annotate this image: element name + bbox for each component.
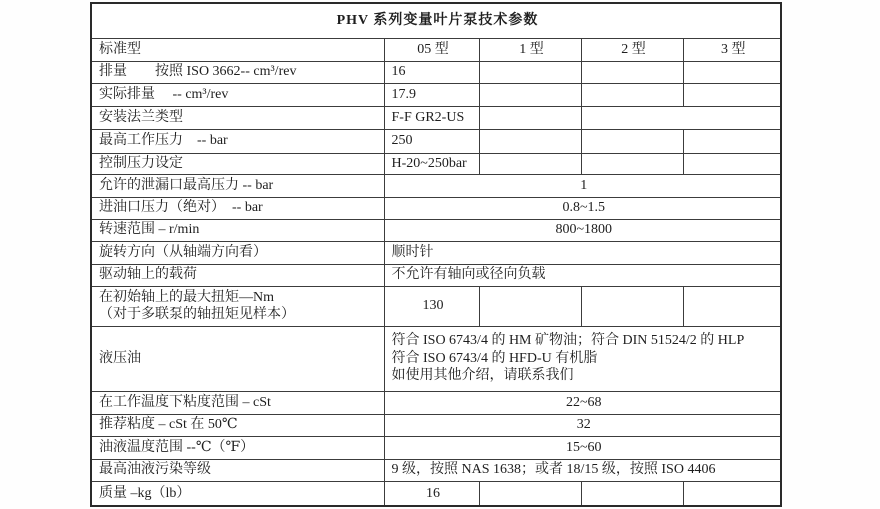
value-cell: 16 xyxy=(384,481,479,506)
value-cell: 250 xyxy=(384,129,479,153)
empty-cell xyxy=(581,106,781,129)
row-inlet-pressure xyxy=(91,197,781,219)
empty-cell xyxy=(479,286,581,326)
label-line: 在初始轴上的最大扭矩—Nm xyxy=(99,289,274,305)
row-hydraulic-oil xyxy=(91,326,781,391)
value-cell: 15~60 xyxy=(384,436,781,459)
row-rotation-direction xyxy=(91,241,781,264)
header-type-05: 05 型 xyxy=(384,38,479,61)
label-cell: 推荐粘度 – cSt 在 50℃ xyxy=(91,414,384,436)
value-cell: H-20~250bar xyxy=(384,153,479,174)
header-standard-type: 标准型 xyxy=(91,38,384,61)
label-cell: 最高油液污染等级 xyxy=(91,459,384,481)
empty-cell xyxy=(683,83,781,106)
empty-cell xyxy=(479,61,581,83)
label-cell: 进油口压力（绝对） -- bar xyxy=(91,197,384,219)
label-cell: 实际排量 -- cm³/rev xyxy=(91,83,384,106)
row-displacement xyxy=(91,61,781,83)
row-max-working-pressure xyxy=(91,129,781,153)
pump-spec-table xyxy=(90,2,782,507)
value-cell: 0.8~1.5 xyxy=(384,197,781,219)
empty-cell xyxy=(479,83,581,106)
value-cell: 800~1800 xyxy=(384,219,781,241)
label-cell: 安装法兰类型 xyxy=(91,106,384,129)
row-leak-port-pressure xyxy=(91,174,781,197)
header-type-3: 3 型 xyxy=(683,38,781,61)
header-row xyxy=(91,38,781,61)
empty-cell xyxy=(581,61,683,83)
value-cell: 1 xyxy=(384,174,781,197)
row-speed-range xyxy=(91,219,781,241)
value-line: 符合 ISO 6743/4 的 HM 矿物油；符合 DIN 51524/2 的 HLP xyxy=(391,333,745,349)
label-cell: 排量 按照 ISO 3662-- cm³/rev xyxy=(91,61,384,83)
row-max-torque xyxy=(91,286,781,326)
empty-cell xyxy=(683,286,781,326)
label-cell: 允许的泄漏口最高压力 -- bar xyxy=(91,174,384,197)
empty-cell xyxy=(581,153,683,174)
label-cell: 油液温度范围 --℃（℉） xyxy=(91,436,384,459)
row-viscosity-range xyxy=(91,391,781,414)
header-type-2: 2 型 xyxy=(581,38,683,61)
empty-cell xyxy=(581,129,683,153)
value-cell: 16 xyxy=(384,61,479,83)
row-shaft-load xyxy=(91,264,781,286)
header-type-1: 1 型 xyxy=(479,38,581,61)
value-cell: 130 xyxy=(384,286,479,326)
label-cell: 旋转方向（从轴端方向看） xyxy=(91,241,384,264)
value-cell: 9 级，按照 NAS 1638；或者 18/15 级，按照 ISO 4406 xyxy=(384,459,781,481)
value-cell: 22~68 xyxy=(384,391,781,414)
empty-cell xyxy=(581,83,683,106)
label-cell: 在工作温度下粘度范围 – cSt xyxy=(91,391,384,414)
row-flange-type xyxy=(91,106,781,129)
empty-cell xyxy=(479,129,581,153)
empty-cell xyxy=(683,481,781,506)
value-line: 符合 ISO 6743/4 的 HFD-U 有机脂 xyxy=(391,350,598,366)
label-cell: 控制压力设定 xyxy=(91,153,384,174)
label-line: （对于多联泵的轴扭矩见样本） xyxy=(99,307,295,322)
empty-cell xyxy=(479,153,581,174)
value-cell: 顺时针 xyxy=(384,241,781,264)
row-control-pressure xyxy=(91,153,781,174)
empty-cell xyxy=(581,481,683,506)
empty-cell xyxy=(479,481,581,506)
label-cell: 液压油 xyxy=(91,326,384,391)
value-line: 如使用其他介绍，请联系我们 xyxy=(391,368,574,384)
label-cell: 最高工作压力 -- bar xyxy=(91,129,384,153)
label-cell xyxy=(91,286,384,326)
value-cell xyxy=(384,326,781,391)
empty-cell xyxy=(683,129,781,153)
title-row xyxy=(91,3,781,38)
value-cell: 不允许有轴向或径向负载 xyxy=(384,264,781,286)
row-oil-temp-range xyxy=(91,436,781,459)
row-weight xyxy=(91,481,781,506)
value-cell: 32 xyxy=(384,414,781,436)
empty-cell xyxy=(479,106,581,129)
label-cell: 质量 –kg（lb） xyxy=(91,481,384,506)
label-cell: 驱动轴上的载荷 xyxy=(91,264,384,286)
empty-cell xyxy=(581,286,683,326)
table-title: PHV 系列变量叶片泵技术参数 xyxy=(91,3,781,38)
empty-cell xyxy=(683,61,781,83)
value-cell: F-F GR2-US xyxy=(384,106,479,129)
row-actual-displacement xyxy=(91,83,781,106)
empty-cell xyxy=(683,153,781,174)
row-recommended-viscosity xyxy=(91,414,781,436)
value-cell: 17.9 xyxy=(384,83,479,106)
row-contamination-level xyxy=(91,459,781,481)
label-cell: 转速范围 – r/min xyxy=(91,219,384,241)
